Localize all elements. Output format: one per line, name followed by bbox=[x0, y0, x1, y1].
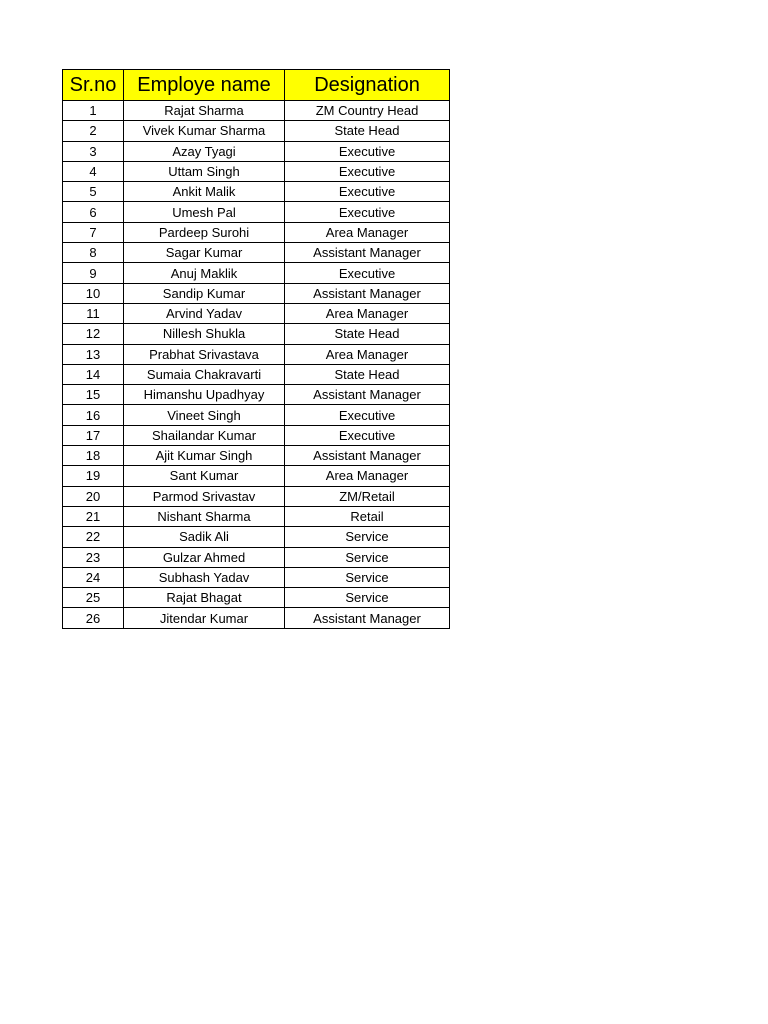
table-row bbox=[63, 567, 450, 587]
cell-sr-no: 12 bbox=[63, 324, 124, 344]
cell-designation: ZM/Retail bbox=[285, 486, 450, 506]
table-row bbox=[63, 425, 450, 445]
header-sr-no: Sr.no bbox=[63, 70, 124, 101]
cell-designation: Service bbox=[285, 567, 450, 587]
cell-designation: State Head bbox=[285, 324, 450, 344]
cell-employee-name: Anuj Maklik bbox=[124, 263, 285, 283]
header-row bbox=[63, 70, 450, 101]
cell-designation: Executive bbox=[285, 425, 450, 445]
cell-employee-name: Rajat Sharma bbox=[124, 101, 285, 121]
cell-designation: Executive bbox=[285, 161, 450, 181]
cell-sr-no: 1 bbox=[63, 101, 124, 121]
table-row bbox=[63, 506, 450, 526]
cell-sr-no: 3 bbox=[63, 141, 124, 161]
cell-employee-name: Gulzar Ahmed bbox=[124, 547, 285, 567]
cell-employee-name: Shailandar Kumar bbox=[124, 425, 285, 445]
table-row bbox=[63, 608, 450, 628]
cell-sr-no: 22 bbox=[63, 527, 124, 547]
table-row bbox=[63, 385, 450, 405]
table-row bbox=[63, 161, 450, 181]
cell-employee-name: Nillesh Shukla bbox=[124, 324, 285, 344]
table-row bbox=[63, 527, 450, 547]
table-body bbox=[63, 101, 450, 629]
cell-sr-no: 17 bbox=[63, 425, 124, 445]
table-row bbox=[63, 344, 450, 364]
cell-employee-name: Uttam Singh bbox=[124, 161, 285, 181]
employee-sheet bbox=[62, 69, 450, 629]
cell-employee-name: Sant Kumar bbox=[124, 466, 285, 486]
cell-employee-name: Jitendar Kumar bbox=[124, 608, 285, 628]
cell-employee-name: Nishant Sharma bbox=[124, 506, 285, 526]
cell-sr-no: 18 bbox=[63, 446, 124, 466]
cell-employee-name: Sagar Kumar bbox=[124, 243, 285, 263]
cell-sr-no: 21 bbox=[63, 506, 124, 526]
table-row bbox=[63, 446, 450, 466]
cell-sr-no: 10 bbox=[63, 283, 124, 303]
cell-sr-no: 5 bbox=[63, 182, 124, 202]
cell-employee-name: Sumaia Chakravarti bbox=[124, 364, 285, 384]
cell-employee-name: Vineet Singh bbox=[124, 405, 285, 425]
cell-sr-no: 8 bbox=[63, 243, 124, 263]
cell-sr-no: 15 bbox=[63, 385, 124, 405]
header-employee-name: Employe name bbox=[124, 70, 285, 101]
table-row bbox=[63, 588, 450, 608]
cell-designation: Assistant Manager bbox=[285, 446, 450, 466]
cell-sr-no: 23 bbox=[63, 547, 124, 567]
cell-sr-no: 6 bbox=[63, 202, 124, 222]
table-row bbox=[63, 222, 450, 242]
table-row bbox=[63, 303, 450, 323]
cell-designation: Assistant Manager bbox=[285, 385, 450, 405]
cell-employee-name: Sandip Kumar bbox=[124, 283, 285, 303]
cell-designation: Area Manager bbox=[285, 303, 450, 323]
cell-designation: Assistant Manager bbox=[285, 608, 450, 628]
table-row bbox=[63, 283, 450, 303]
cell-employee-name: Rajat Bhagat bbox=[124, 588, 285, 608]
cell-designation: Executive bbox=[285, 182, 450, 202]
cell-sr-no: 16 bbox=[63, 405, 124, 425]
cell-sr-no: 11 bbox=[63, 303, 124, 323]
cell-sr-no: 20 bbox=[63, 486, 124, 506]
table-row bbox=[63, 202, 450, 222]
cell-designation: Executive bbox=[285, 141, 450, 161]
cell-employee-name: Subhash Yadav bbox=[124, 567, 285, 587]
cell-sr-no: 9 bbox=[63, 263, 124, 283]
cell-designation: Service bbox=[285, 547, 450, 567]
cell-designation: ZM Country Head bbox=[285, 101, 450, 121]
cell-employee-name: Himanshu Upadhyay bbox=[124, 385, 285, 405]
table-row bbox=[63, 405, 450, 425]
cell-designation: Executive bbox=[285, 202, 450, 222]
cell-employee-name: Vivek Kumar Sharma bbox=[124, 121, 285, 141]
employee-table bbox=[62, 69, 450, 629]
cell-sr-no: 14 bbox=[63, 364, 124, 384]
table-row bbox=[63, 182, 450, 202]
cell-employee-name: Ajit Kumar Singh bbox=[124, 446, 285, 466]
cell-employee-name: Umesh Pal bbox=[124, 202, 285, 222]
cell-employee-name: Pardeep Surohi bbox=[124, 222, 285, 242]
table-row bbox=[63, 141, 450, 161]
cell-sr-no: 26 bbox=[63, 608, 124, 628]
table-row bbox=[63, 263, 450, 283]
cell-employee-name: Arvind Yadav bbox=[124, 303, 285, 323]
table-row bbox=[63, 243, 450, 263]
cell-employee-name: Azay Tyagi bbox=[124, 141, 285, 161]
cell-designation: Area Manager bbox=[285, 466, 450, 486]
cell-employee-name: Sadik Ali bbox=[124, 527, 285, 547]
cell-designation: Service bbox=[285, 527, 450, 547]
cell-designation: Executive bbox=[285, 263, 450, 283]
cell-designation: Executive bbox=[285, 405, 450, 425]
cell-sr-no: 4 bbox=[63, 161, 124, 181]
cell-designation: State Head bbox=[285, 364, 450, 384]
table-row bbox=[63, 121, 450, 141]
cell-designation: Assistant Manager bbox=[285, 243, 450, 263]
cell-sr-no: 25 bbox=[63, 588, 124, 608]
header-designation: Designation bbox=[285, 70, 450, 101]
cell-designation: Area Manager bbox=[285, 344, 450, 364]
cell-employee-name: Prabhat Srivastava bbox=[124, 344, 285, 364]
cell-designation: State Head bbox=[285, 121, 450, 141]
cell-employee-name: Parmod Srivastav bbox=[124, 486, 285, 506]
table-row bbox=[63, 547, 450, 567]
cell-designation: Retail bbox=[285, 506, 450, 526]
cell-sr-no: 13 bbox=[63, 344, 124, 364]
cell-sr-no: 19 bbox=[63, 466, 124, 486]
table-row bbox=[63, 486, 450, 506]
table-row bbox=[63, 466, 450, 486]
cell-designation: Area Manager bbox=[285, 222, 450, 242]
cell-sr-no: 7 bbox=[63, 222, 124, 242]
table-row bbox=[63, 364, 450, 384]
cell-designation: Assistant Manager bbox=[285, 283, 450, 303]
cell-employee-name: Ankit Malik bbox=[124, 182, 285, 202]
cell-sr-no: 2 bbox=[63, 121, 124, 141]
cell-sr-no: 24 bbox=[63, 567, 124, 587]
table-row bbox=[63, 101, 450, 121]
cell-designation: Service bbox=[285, 588, 450, 608]
table-row bbox=[63, 324, 450, 344]
